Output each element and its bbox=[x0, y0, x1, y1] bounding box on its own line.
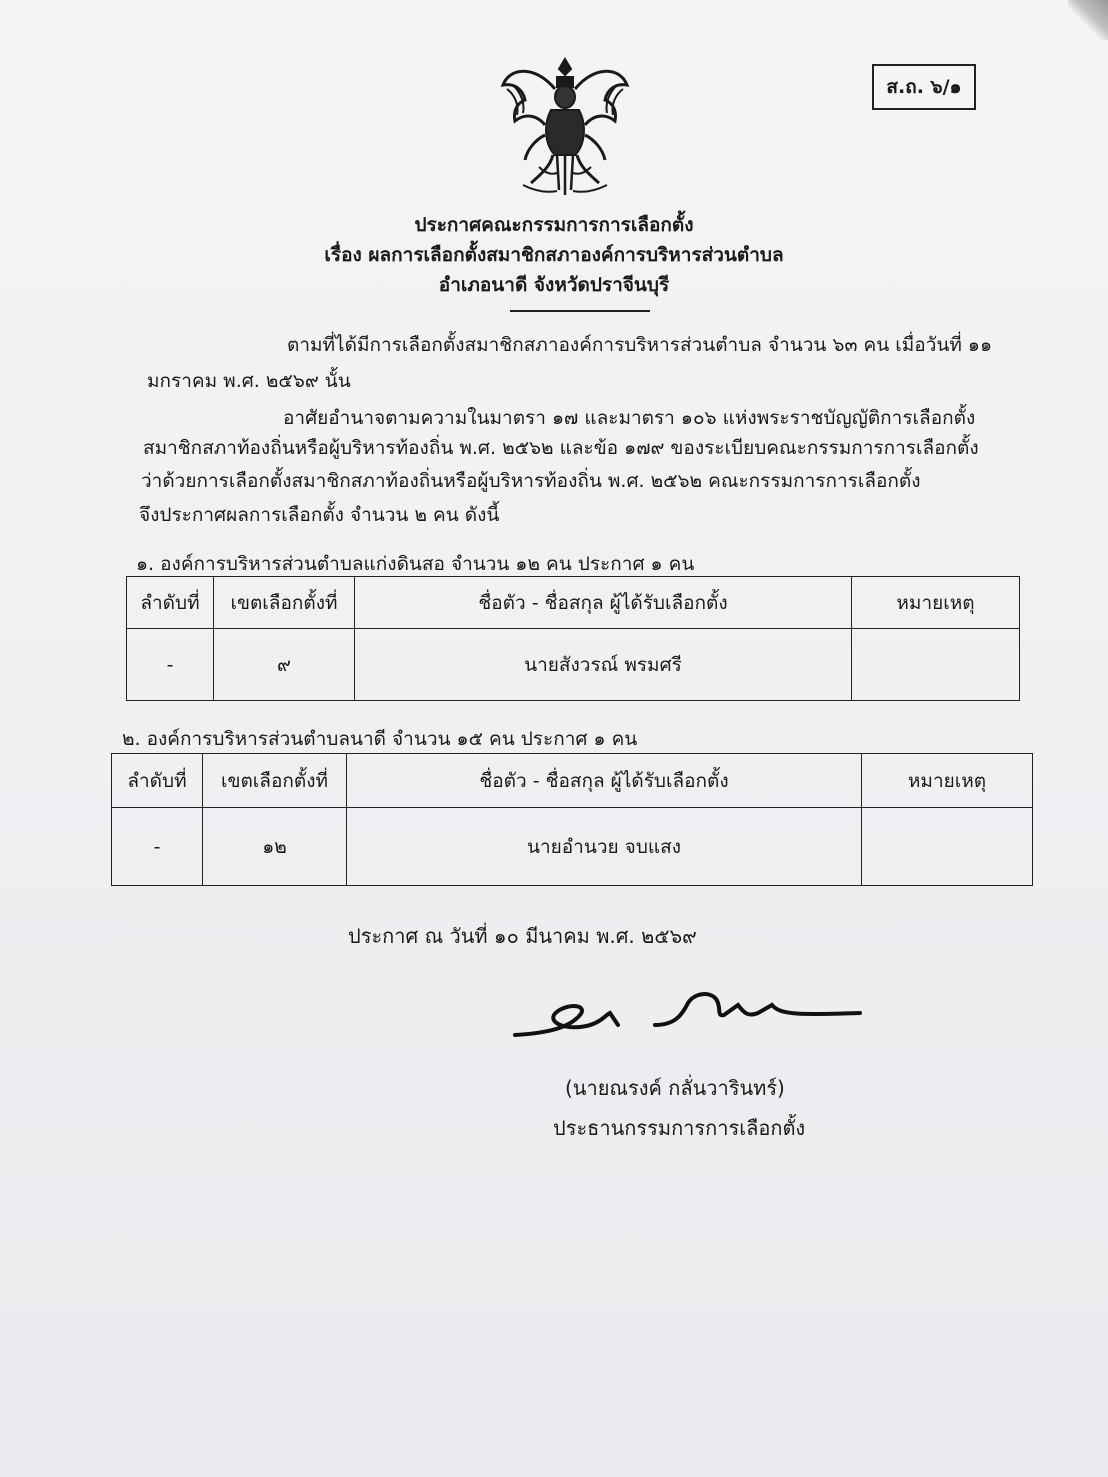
cell-remark bbox=[862, 808, 1033, 886]
announcement-title: ประกาศคณะกรรมการการเลือกตั้ง bbox=[414, 214, 694, 236]
paragraph-2-line-2: สมาชิกสภาท้องถิ่นหรือผู้บริหารท้องถิ่น พ.ศ. ๒๕๖๒ และข้อ ๑๗๙ ของระเบียบคณะกรรมการการเลือกตั้ง bbox=[143, 437, 979, 459]
garuda-emblem-icon bbox=[495, 55, 635, 205]
column-header-district: เขตเลือกตั้งที่ bbox=[214, 577, 355, 629]
paragraph-2-line-4: จึงประกาศผลการเลือกตั้ง จำนวน ๒ คน ดังนี้ bbox=[139, 504, 500, 526]
signer-position: ประธานกรรมการการเลือกตั้ง bbox=[553, 1116, 806, 1140]
column-header-district: เขตเลือกตั้งที่ bbox=[203, 754, 347, 808]
section-1-title: ๑. องค์การบริหารส่วนตำบลแก่งดินสอ จำนวน ๑๒ คน ประกาศ ๑ คน bbox=[136, 553, 695, 575]
results-table-2 bbox=[111, 753, 1033, 886]
announcement-subject: เรื่อง ผลการเลือกตั้งสมาชิกสภาองค์การบริหารส่วนตำบล bbox=[324, 244, 784, 266]
announcement-date: ประกาศ ณ วันที่ ๑๐ มีนาคม พ.ศ. ๒๕๖๙ bbox=[348, 924, 697, 948]
paragraph-1-line-1: ตามที่ได้มีการเลือกตั้งสมาชิกสภาองค์การบริหารส่วนตำบล จำนวน ๖๓ คน เมื่อวันที่ ๑๑ bbox=[287, 334, 993, 356]
results-table-1 bbox=[126, 576, 1020, 701]
table-row bbox=[127, 629, 1020, 701]
paragraph-2-line-3: ว่าด้วยการเลือกตั้งสมาชิกสภาท้องถิ่นหรือผู้บริหารท้องถิ่น พ.ศ. ๒๕๖๒ คณะกรรมการการเลือกตั้ง bbox=[141, 470, 921, 492]
column-header-order: ลำดับที่ bbox=[112, 754, 203, 808]
page-corner-shadow bbox=[1068, 0, 1108, 40]
cell-district: ๑๒ bbox=[203, 808, 347, 886]
signer-name: (นายณรงค์ กลั่นวารินทร์) bbox=[565, 1076, 785, 1100]
cell-order: - bbox=[127, 629, 214, 701]
paragraph-2-line-1: อาศัยอำนาจตามความในมาตรา ๑๗ และมาตรา ๑๐๖ แห่งพระราชบัญญัติการเลือกตั้ง bbox=[283, 407, 976, 429]
column-header-remark: หมายเหตุ bbox=[852, 577, 1020, 629]
column-header-order: ลำดับที่ bbox=[127, 577, 214, 629]
section-2-title: ๒. องค์การบริหารส่วนตำบลนาดี จำนวน ๑๕ คน ประกาศ ๑ คน bbox=[122, 728, 638, 750]
table-header-row bbox=[112, 754, 1033, 808]
signature-icon bbox=[510, 985, 870, 1045]
cell-remark bbox=[852, 629, 1020, 701]
document-code-box: ส.ถ. ๖/๑ bbox=[872, 64, 976, 110]
table-header-row bbox=[127, 577, 1020, 629]
table-row bbox=[112, 808, 1033, 886]
cell-name: นายสังวรณ์ พรมศรี bbox=[355, 629, 852, 701]
heading-divider bbox=[510, 310, 650, 312]
cell-district: ๙ bbox=[214, 629, 355, 701]
column-header-name: ชื่อตัว - ชื่อสกุล ผู้ได้รับเลือกตั้ง bbox=[347, 754, 862, 808]
cell-name: นายอำนวย จบแสง bbox=[347, 808, 862, 886]
column-header-name: ชื่อตัว - ชื่อสกุล ผู้ได้รับเลือกตั้ง bbox=[355, 577, 852, 629]
announcement-location: อำเภอนาดี จังหวัดปราจีนบุรี bbox=[438, 274, 670, 296]
cell-order: - bbox=[112, 808, 203, 886]
paragraph-1-line-2: มกราคม พ.ศ. ๒๕๖๙ นั้น bbox=[147, 370, 351, 392]
column-header-remark: หมายเหตุ bbox=[862, 754, 1033, 808]
